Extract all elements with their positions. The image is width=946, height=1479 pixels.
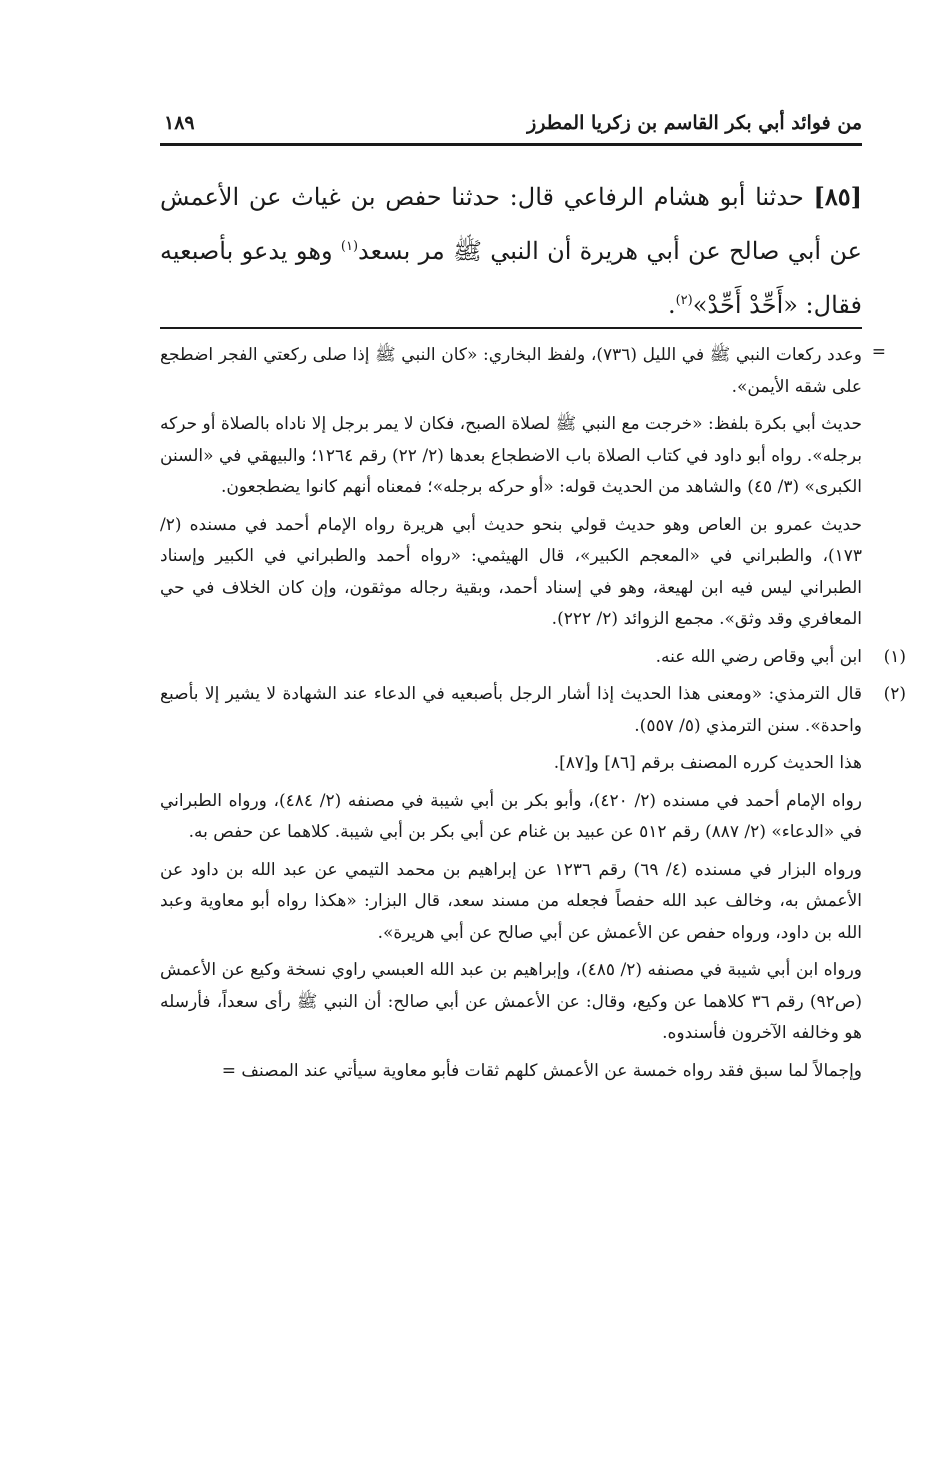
footnote-2-text: قال الترمذي: «ومعنى هذا الحديث إذا أشار الرجل بأصبعيه في الدعاء عند الشهادة لا يشير إلا بأصبع واحدة». سنن الترمذي (٥/ ٥٥٧). (160, 684, 862, 736)
footnote-1 (160, 642, 906, 674)
hadith-number: [٨٥] (813, 182, 863, 211)
hadith-text (160, 170, 862, 332)
running-title: من فوائد أبي بكر القاسم بن زكريا المطرز (527, 112, 862, 134)
footnote-2-para-3: رواه الإمام أحمد في مسنده (٢/ ٤٢٠)، وأبو بكر بن أبي شيبة في مصنفه (٢/ ٤٨٤)، ورواه الطبراني في «الدعاء» (٢/ ٨٨٧) رقم ٥١٢ عن عبيد بن غنام عن أبي بكر بن أبي شيبة. كلاهما عن حفص به. (160, 790, 862, 842)
footnote-separator (160, 327, 862, 329)
hadith-body-part2: وهو يدعو بأصبعيه فقال: «أَحِّدْ أَحِّدْ» (160, 237, 862, 319)
footnote-continued-2: حديث أبي بكرة بلفظ: «خرجت مع النبي ﷺ لصلاة الصبح، فكان لا يمر برجل إلا ناداه بالصلاة أو حركه برجله». رواه أبو داود في كتاب الصلاة باب الاضطجاع بعدها (٢/ ٢٢) رقم ١٢٦٤؛ والبيهقي في «السنن الكبرى» (٣/ ٤٥) والشاهد من الحديث قوله: «أو حركه برجله»؛ فمعناه أنهم كانوا يضطجعون. (160, 414, 862, 497)
footnote-1-number: (١) (883, 646, 906, 667)
page-number: ١٨٩ (164, 112, 195, 134)
footnote-continued-3: حديث عمرو بن العاص وهو حديث قولي بنحو حديث أبي هريرة رواه الإمام أحمد في مسنده (٢/ ١٧٣)، والطبراني في «المعجم الكبير»، قال الهيثمي: «رواه أحمد والطبراني في الكبير وإسناد الطبراني ليس فيه ابن لهيعة، وهو في إسناد أحمد، وبقية رجاله موثقون، وإن كان الخلاف في حي المعافري وقد وثق». مجمع الزوائد (٢/ ٢٢٢). (160, 514, 862, 629)
footnote-continued-1: وعدد ركعات النبي ﷺ في الليل (٧٣٦)، ولفظ البخاري: «كان النبي ﷺ إذا صلى ركعتي الفجر اضطجع على شقه الأيمن». (160, 345, 862, 397)
footnote-ref-1: (١) (340, 239, 359, 254)
hadith-body-end: . (667, 291, 676, 319)
footnote-ref-2: (٢) (675, 293, 693, 308)
footnote-2-para-4: ورواه البزار في مسنده (٤/ ٦٩) رقم ١٢٣٦ عن إبراهيم بن محمد التيمي عن عبد الله بن داود عن الأعمش به، وخالف عبد الله حفصاً فجعله من مسند سعد، قال البزار: «هكذا رواه أبو معاوية وعبد الله بن داود، ورواه حفص عن الأعمش عن أبي صالح عن أبي هريرة». (160, 859, 862, 943)
footnote-2-para-2: هذا الحديث كرره المصنف برقم [٨٦] و[٨٧]. (553, 753, 862, 773)
page-header (160, 106, 862, 146)
footnote-2-number: (٢) (883, 684, 906, 704)
footnotes-section (160, 340, 906, 1093)
hadith-body-part1: حدثنا أبو هشام الرفاعي قال: حدثنا حفص بن غياث عن الأعمش عن أبي صالح عن أبي هريرة أن النبي ﷺ مر بسعد (160, 183, 862, 265)
continuation-mark: = (871, 342, 886, 362)
footnote-2 (160, 679, 906, 742)
footnote-2-para-5: ورواه ابن أبي شيبة في مصنفه (٢/ ٤٨٥)، وإبراهيم بن عبد الله العبسي راوي نسخة وكيع عن الأعمش (ص٩٢) رقم ٣٦ كلاهما عن وكيع، وقال: عن الأعمش عن أبي صالح: أن النبي ﷺ رأى سعداً، فأرسله هو وخالفه الآخرون فأسندوه. (160, 960, 862, 1043)
hadith-paragraph (160, 170, 862, 332)
footnote-2-para-6: وإجمالاً لما سبق فقد رواه خمسة عن الأعمش كلهم ثقات فأبو معاوية سيأتي عند المصنف = (221, 1060, 862, 1081)
footnote-1-text: ابن أبي وقاص رضي الله عنه. (655, 646, 862, 667)
